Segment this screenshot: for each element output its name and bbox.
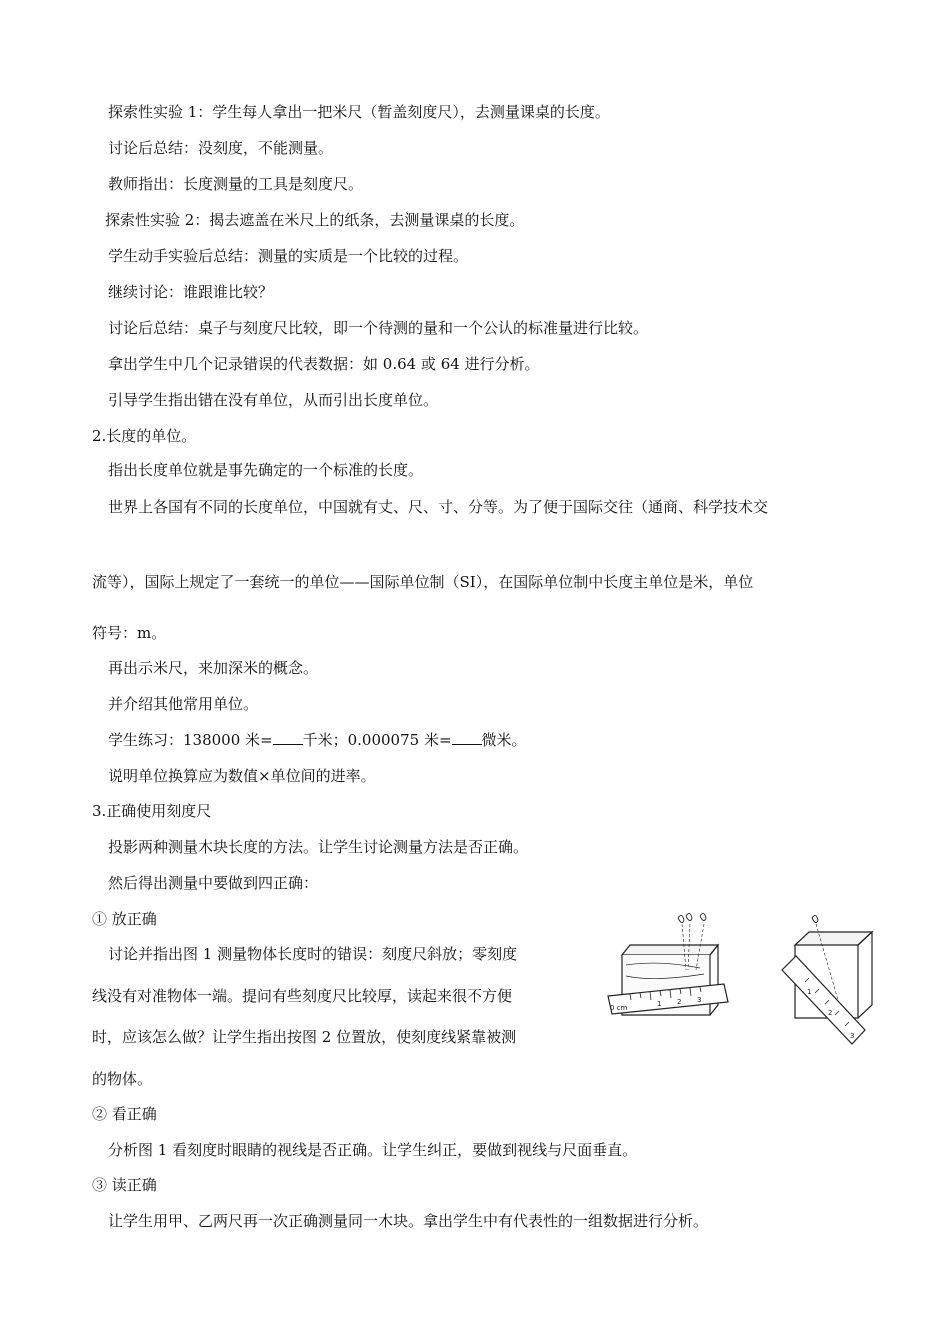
text-line: 投影两种测量木块长度的方法。让学生讨论测量方法是否正确。: [108, 838, 529, 856]
text-line: 探索性实验 2：揭去遮盖在米尺上的纸条，去测量课桌的长度。: [105, 211, 525, 229]
text-line: 继续讨论：谁跟谁比较？: [108, 283, 274, 301]
tick-label-2: 1: [807, 988, 812, 996]
tick-label-2: 2: [828, 1009, 833, 1017]
exercise-text-2: 千米；0.000075 米=: [302, 731, 452, 749]
exercise-text-3: 微米。: [481, 731, 527, 749]
text-line: 讨论后总结：桌子与刻度尺比较，即一个待测的量和一个公认的标准量进行比较。: [108, 319, 649, 337]
text-line: 时，应该怎么做？让学生指出按图 2 位置放，使刻度线紧靠被测: [92, 1028, 517, 1046]
figure-2: [782, 915, 872, 1044]
ruler-unit-label: 0 cm: [610, 1004, 628, 1012]
text-line: 拿出学生中几个记录错误的代表数据：如 0.64 或 64 进行分析。: [108, 355, 540, 373]
tick-label: 1: [657, 1000, 662, 1008]
section-heading: 2.长度的单位。: [92, 427, 197, 445]
text-line: 的物体。: [92, 1070, 153, 1088]
text-line: 教师指出：长度测量的工具是刻度尺。: [108, 175, 364, 193]
exercise-line: [108, 730, 527, 750]
text-line: 分析图 1 看刻度时眼睛的视线是否正确。让学生纠正，要做到视线与尺面垂直。: [108, 1141, 638, 1159]
sub-heading: ③ 读正确: [92, 1176, 157, 1194]
answer-blank-1: [273, 730, 303, 745]
text-line: 讨论后总结：没刻度，不能测量。: [108, 139, 334, 157]
text-line: 讨论并指出图 1 测量物体长度时的错误：刻度尺斜放；零刻度: [108, 945, 518, 963]
text-line: 说明单位换算应为数值×单位间的进率。: [108, 767, 376, 785]
figure-1: [608, 913, 728, 1015]
tick-label: 2: [677, 998, 682, 1006]
text-line: 学生动手实验后总结：测量的实质是一个比较的过程。: [108, 247, 469, 265]
text-line: 流等），国际上规定了一套统一的单位——国际单位制（SI），在国际单位制中长度主单位是米，单位: [92, 573, 754, 591]
answer-blank-2: [452, 730, 482, 745]
tick-label-2: 3: [850, 1032, 855, 1040]
text-line: 符号：m。: [92, 624, 167, 642]
text-line: 探索性实验 1：学生每人拿出一把米尺（暂盖刻度尺），去测量课桌的长度。: [108, 103, 610, 121]
exercise-text-1: 学生练习：138000 米=: [108, 731, 273, 749]
sub-heading: ① 放正确: [92, 910, 157, 928]
text-line: 世界上各国有不同的长度单位，中国就有丈、尺、寸、分等。为了便于国际交往（通商、科学技术交: [108, 498, 769, 516]
text-line: 线没有对准物体一端。提问有些刻度尺比较厚，读起来很不方便: [92, 987, 513, 1005]
text-line: 引导学生指出错在没有单位，从而引出长度单位。: [108, 391, 439, 409]
text-line: 指出长度单位就是事先确定的一个标准的长度。: [108, 461, 424, 479]
text-line: 并介绍其他常用单位。: [108, 695, 259, 713]
ruler-measurement-figure: [600, 910, 890, 1050]
text-line: 让学生用甲、乙两尺再一次正确测量同一木块。拿出学生中有代表性的一组数据进行分析。: [108, 1212, 709, 1230]
sub-heading: ② 看正确: [92, 1105, 157, 1123]
text-line: 然后得出测量中要做到四正确：: [108, 874, 319, 892]
tick-label: 3: [697, 996, 702, 1004]
section-heading: 3.正确使用刻度尺: [92, 802, 212, 820]
text-line: 再出示米尺，来加深米的概念。: [108, 659, 319, 677]
